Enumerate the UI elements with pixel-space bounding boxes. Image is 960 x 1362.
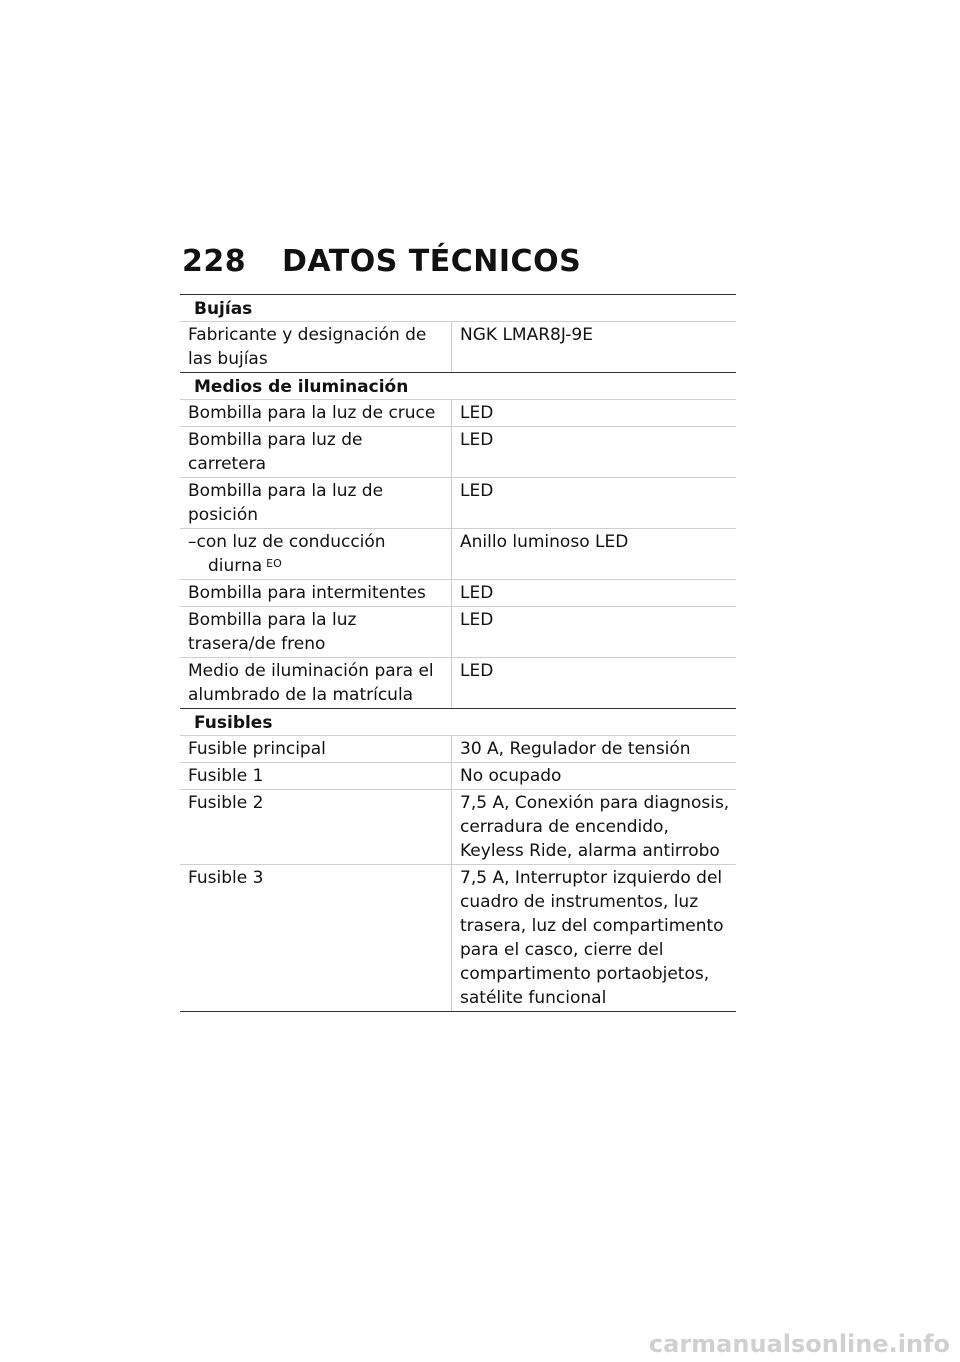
row-value: NGK LMAR8J-9E: [460, 325, 593, 345]
table-row: [180, 865, 736, 1012]
row-label: Fusible 2: [180, 790, 452, 864]
section-title-fusibles: Fusibles: [180, 709, 736, 736]
table-row: [180, 580, 736, 607]
row-label: Bombilla para la luz trasera/de freno: [180, 607, 452, 657]
row-value: LED: [460, 661, 494, 681]
page-number: 228: [182, 244, 247, 279]
table-row: [180, 790, 736, 865]
equipment-superscript: EO: [266, 557, 282, 570]
table-row: [180, 763, 736, 790]
table-row: [180, 400, 736, 427]
table-row: [180, 427, 736, 478]
page-header: [182, 244, 581, 279]
row-label-line2-wrap: [188, 554, 445, 578]
row-label: Bombilla para la luz de cruce: [180, 400, 452, 426]
row-label: Fusible 1: [180, 763, 452, 789]
spec-table: [180, 294, 736, 1012]
row-label: Fusible 3: [180, 865, 452, 1011]
section-title-bujias: Bujías: [180, 295, 736, 322]
page-title: DATOS TÉCNICOS: [282, 244, 582, 279]
row-label: Fabricante y designación de las bujías: [180, 322, 452, 372]
row-label: Medio de iluminación para el alumbrado de la matrícula: [180, 658, 452, 708]
table-row: [180, 322, 736, 373]
row-label-line1: –con luz de conducción: [188, 532, 386, 552]
watermark: carmanualsonline.info: [648, 1330, 950, 1358]
row-value: LED: [460, 430, 494, 450]
row-label: Bombilla para intermitentes: [180, 580, 452, 606]
row-value: LED: [460, 610, 494, 630]
row-label: Bombilla para la luz de posición: [180, 478, 452, 528]
row-value: LED: [460, 403, 494, 423]
row-value: 7,5 A, Conexión para diagnosis, cerradura de encendido, Keyless Ride, alarma antirrobo: [460, 793, 730, 861]
row-value: LED: [460, 481, 494, 501]
table-row: [180, 658, 736, 709]
row-value: Anillo luminoso LED: [460, 532, 629, 552]
row-label: Bombilla para luz de carretera: [180, 427, 452, 477]
row-label-line2: diurna: [208, 556, 263, 576]
row-label: Fusible principal: [180, 736, 452, 762]
row-value: No ocupado: [460, 766, 562, 786]
table-row: [180, 529, 736, 580]
table-row: [180, 736, 736, 763]
row-value: LED: [460, 583, 494, 603]
section-title-iluminacion: Medios de iluminación: [180, 373, 736, 400]
table-row: [180, 607, 736, 658]
table-row: [180, 478, 736, 529]
row-value: 30 A, Regulador de tensión: [460, 739, 691, 759]
row-label: [180, 529, 452, 579]
row-value: 7,5 A, Interruptor izquierdo del cuadro de instrumentos, luz trasera, luz del compartimento para el casco, cierre del compartimento portaobjetos, satélite funcional: [460, 868, 724, 1008]
